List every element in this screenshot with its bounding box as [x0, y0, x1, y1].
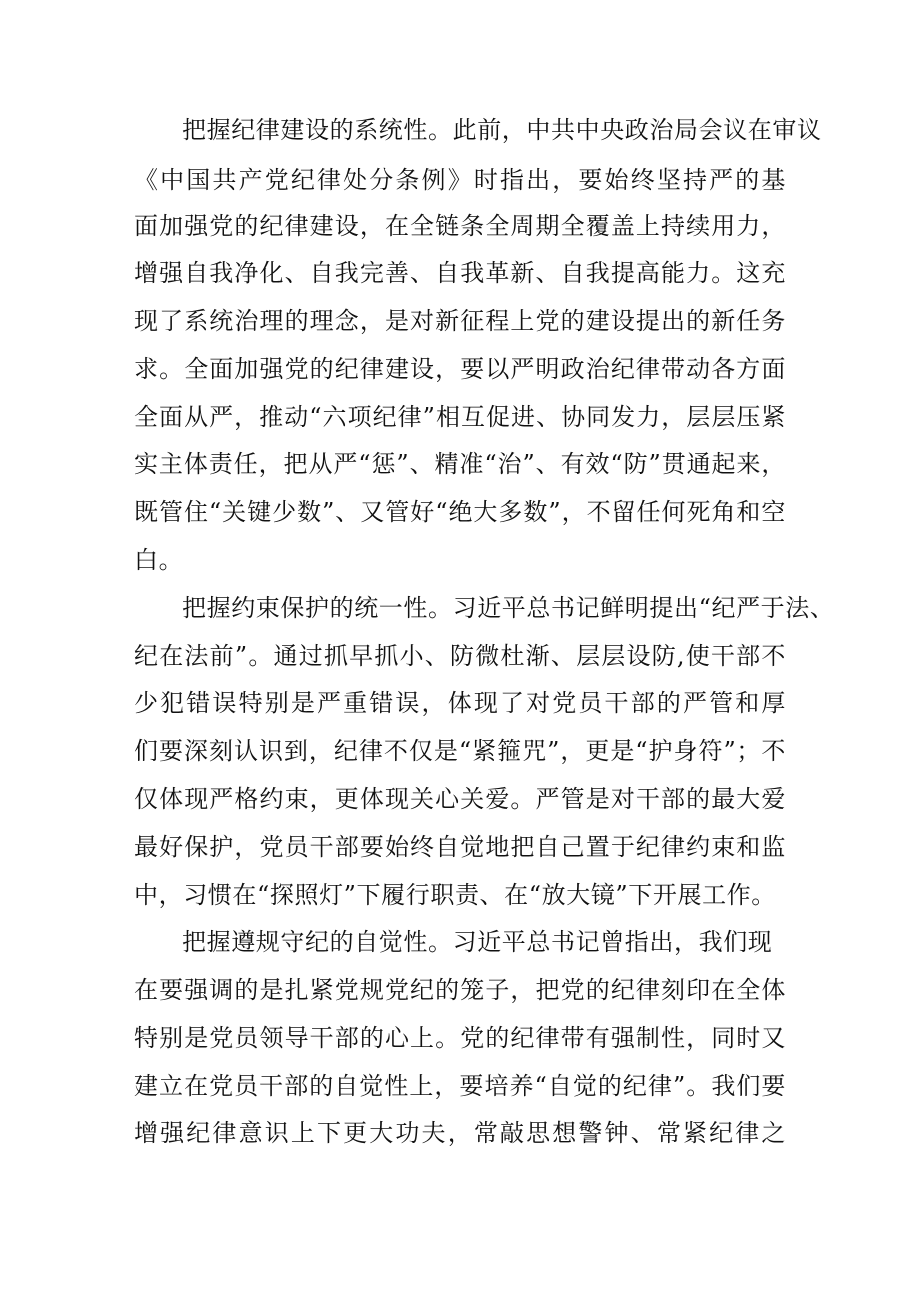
text-line: 实主体责任，把从严“惩”、精准“治”、有效“防”贯通起来，	[134, 450, 786, 478]
text-line: 在要强调的是扎紧党规党纪的笼子，把党的纪律刻印在全体	[134, 976, 786, 1004]
text-line: 全面从严，推动“六项纪律”相互促进、协同发力，层层压紧	[134, 403, 786, 431]
text-line: 把握遵规守纪的自觉性。习近平总书记曾指出，我们现	[182, 928, 773, 956]
text-line: 白。	[134, 546, 184, 574]
text-line: 特别是党员领导干部的心上。党的纪律带有强制性，同时又	[134, 1024, 786, 1052]
text-line: 仅体现严格约束，更体现关心关爱。严管是对干部的最大爱	[134, 785, 786, 813]
text-line: 把握纪律建设的系统性。此前，中共中央政治局会议在审议	[182, 116, 822, 144]
text-line: 增强纪律意识上下更大功夫，常敲思想警钟、常紧纪律之	[134, 1119, 786, 1147]
text-line: 少犯错误特别是严重错误，体现了对党员干部的严管和厚	[134, 689, 786, 717]
text-line: 《中国共产党纪律处分条例》时指出，要始终坚持严的基	[134, 166, 786, 194]
text-line: 增强自我净化、自我完善、自我革新、自我提高能力。这充	[134, 259, 786, 287]
text-line: 既管住“关键少数”、又管好“绝大多数”，不留任何死角和空	[134, 498, 786, 526]
text-line: 纪在法前”。通过抓早抓小、防微杜渐、层层设防,使干部不	[134, 642, 786, 670]
text-line: 把握约束保护的统一性。习近平总书记鲜明提出“纪严于法、	[182, 594, 835, 622]
text-line: 们要深刻认识到，纪律不仅是“紧箍咒”，更是“护身符”；不	[134, 737, 786, 765]
text-line: 最好保护，党员干部要始终自觉地把自己置于纪律约束和监	[134, 833, 786, 861]
text-line: 建立在党员干部的自觉性上，要培养“自觉的纪律”。我们要	[134, 1072, 786, 1100]
text-line: 中，习惯在“探照灯”下履行职责、在“放大镜”下开展工作。	[134, 881, 776, 909]
text-line: 求。全面加强党的纪律建设，要以严明政治纪律带动各方面	[134, 355, 786, 383]
text-line: 现了系统治理的理念，是对新征程上党的建设提出的新任务	[134, 307, 786, 335]
text-line: 面加强党的纪律建设，在全链条全周期全覆盖上持续用力，	[134, 212, 786, 240]
